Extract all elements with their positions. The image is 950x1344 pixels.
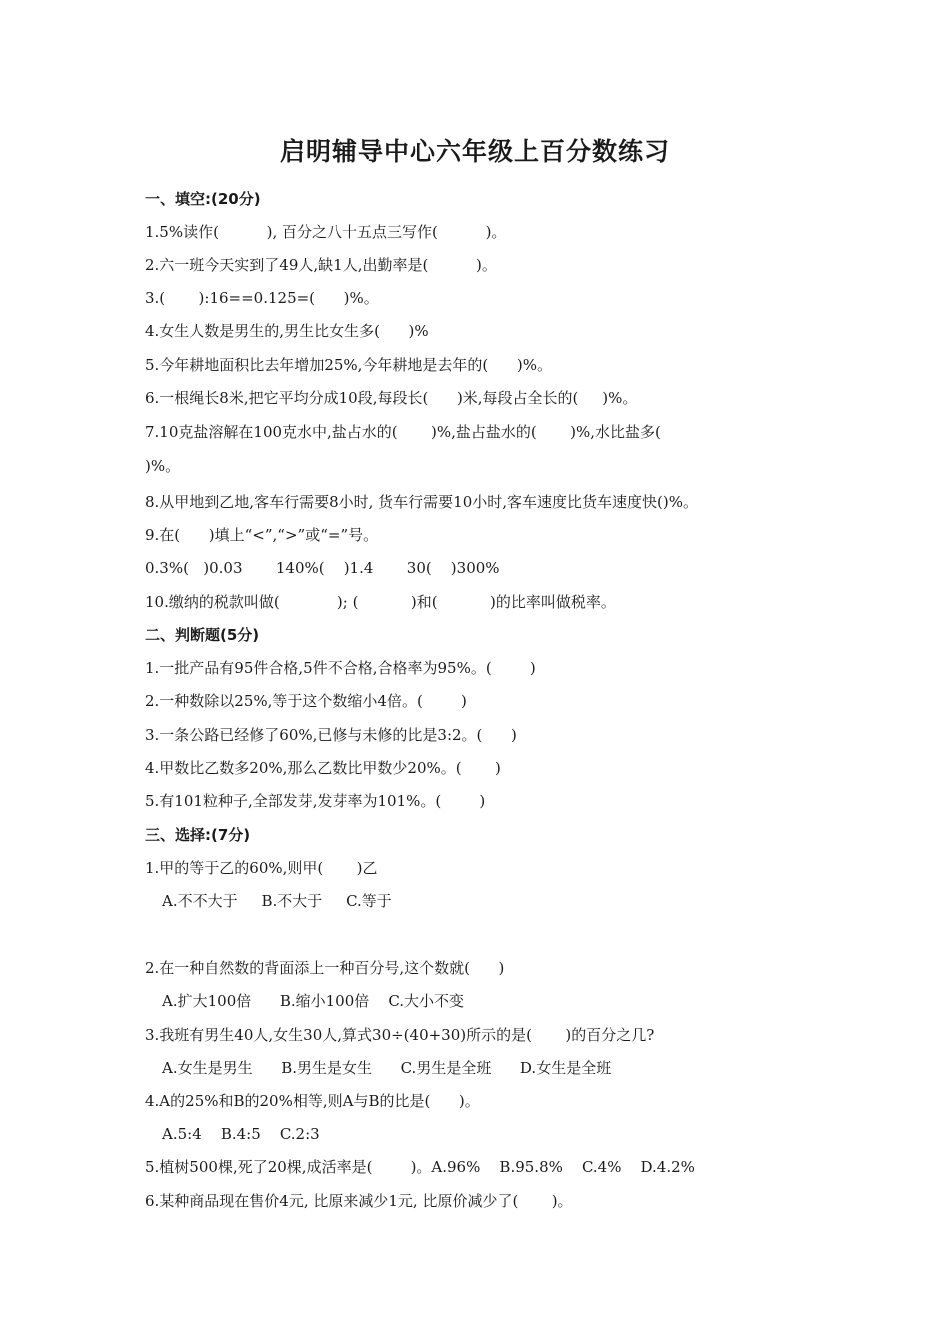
choice-question-6: 6.某种商品现在售价4元, 比原来减少1元, 比原价减少了( )。	[145, 1192, 573, 1210]
fill-question-1: 1.5%读作( ), 百分之八十五点三写作( )。	[145, 223, 507, 241]
choice-question-2-options: A.扩大100倍 B.缩小100倍 C.大小不变	[162, 992, 465, 1010]
section-heading-choice: 三、选择:(7分)	[145, 826, 251, 844]
judge-question-5: 5.有101粒种子,全部发芽,发芽率为101%。( )	[145, 792, 486, 810]
fill-question-2: 2.六一班今天实到了49人,缺1人,出勤率是( )。	[145, 256, 497, 274]
fill-question-7: 7.10克盐溶解在100克水中,盐占水的( )%,盐占盐水的( )%,水比盐多(	[145, 423, 661, 441]
judge-question-1: 1.一批产品有95件合格,5件不合格,合格率为95%。( )	[145, 659, 536, 677]
section-heading-true-false: 二、判断题(5分)	[145, 626, 260, 644]
fill-question-8: 8.从甲地到乙地,客车行需要8小时, 货车行需要10小时,客车速度比货车速度快()%。	[145, 493, 698, 511]
choice-question-4-options: A.5:4 B.4:5 C.2:3	[162, 1125, 320, 1143]
choice-question-1-options: A.不不大于 B.不大于 C.等于	[162, 892, 392, 910]
page-title: 启明辅导中心六年级上百分数练习	[279, 137, 670, 166]
fill-question-5: 5.今年耕地面积比去年增加25%,今年耕地是去年的( )%。	[145, 356, 552, 374]
fill-question-9-comparisons: 0.3%( )0.03 140%( )1.4 30( )300%	[145, 559, 500, 577]
section-heading-fill-in: 一、填空:(20分)	[145, 190, 261, 208]
judge-question-3: 3.一条公路已经修了60%,已修与未修的比是3:2。( )	[145, 726, 517, 744]
choice-question-3: 3.我班有男生40人,女生30人,算式30÷(40+30)所示的是( )的百分之几?	[145, 1026, 655, 1044]
fill-question-10: 10.缴纳的税款叫做( ); ( )和( )的比率叫做税率。	[145, 593, 616, 611]
choice-question-1: 1.甲的等于乙的60%,则甲( )乙	[145, 859, 378, 877]
choice-question-4: 4.A的25%和B的20%相等,则A与B的比是( )。	[145, 1092, 480, 1110]
fill-question-6: 6.一根绳长8米,把它平均分成10段,每段长( )米,每段占全长的( )%。	[145, 389, 638, 407]
fill-question-4: 4.女生人数是男生的,男生比女生多( )%	[145, 322, 429, 340]
choice-question-5: 5.植树500棵,死了20棵,成活率是( )。A.96% B.95.8% C.4% D.4.2%	[145, 1158, 695, 1176]
choice-question-2: 2.在一种自然数的背面添上一种百分号,这个数就( )	[145, 959, 505, 977]
judge-question-4: 4.甲数比乙数多20%,那么乙数比甲数少20%。( )	[145, 759, 501, 777]
judge-question-2: 2.一种数除以25%,等于这个数缩小4倍。( )	[145, 692, 467, 710]
choice-question-3-options: A.女生是男生 B.男生是女生 C.男生是全班 D.女生是全班	[162, 1059, 612, 1077]
fill-question-7-continued: )%。	[145, 457, 181, 475]
fill-question-9: 9.在( )填上“<”,“>”或“=”号。	[145, 526, 379, 544]
fill-question-3: 3.( ):16==0.125=( )%。	[145, 289, 379, 307]
